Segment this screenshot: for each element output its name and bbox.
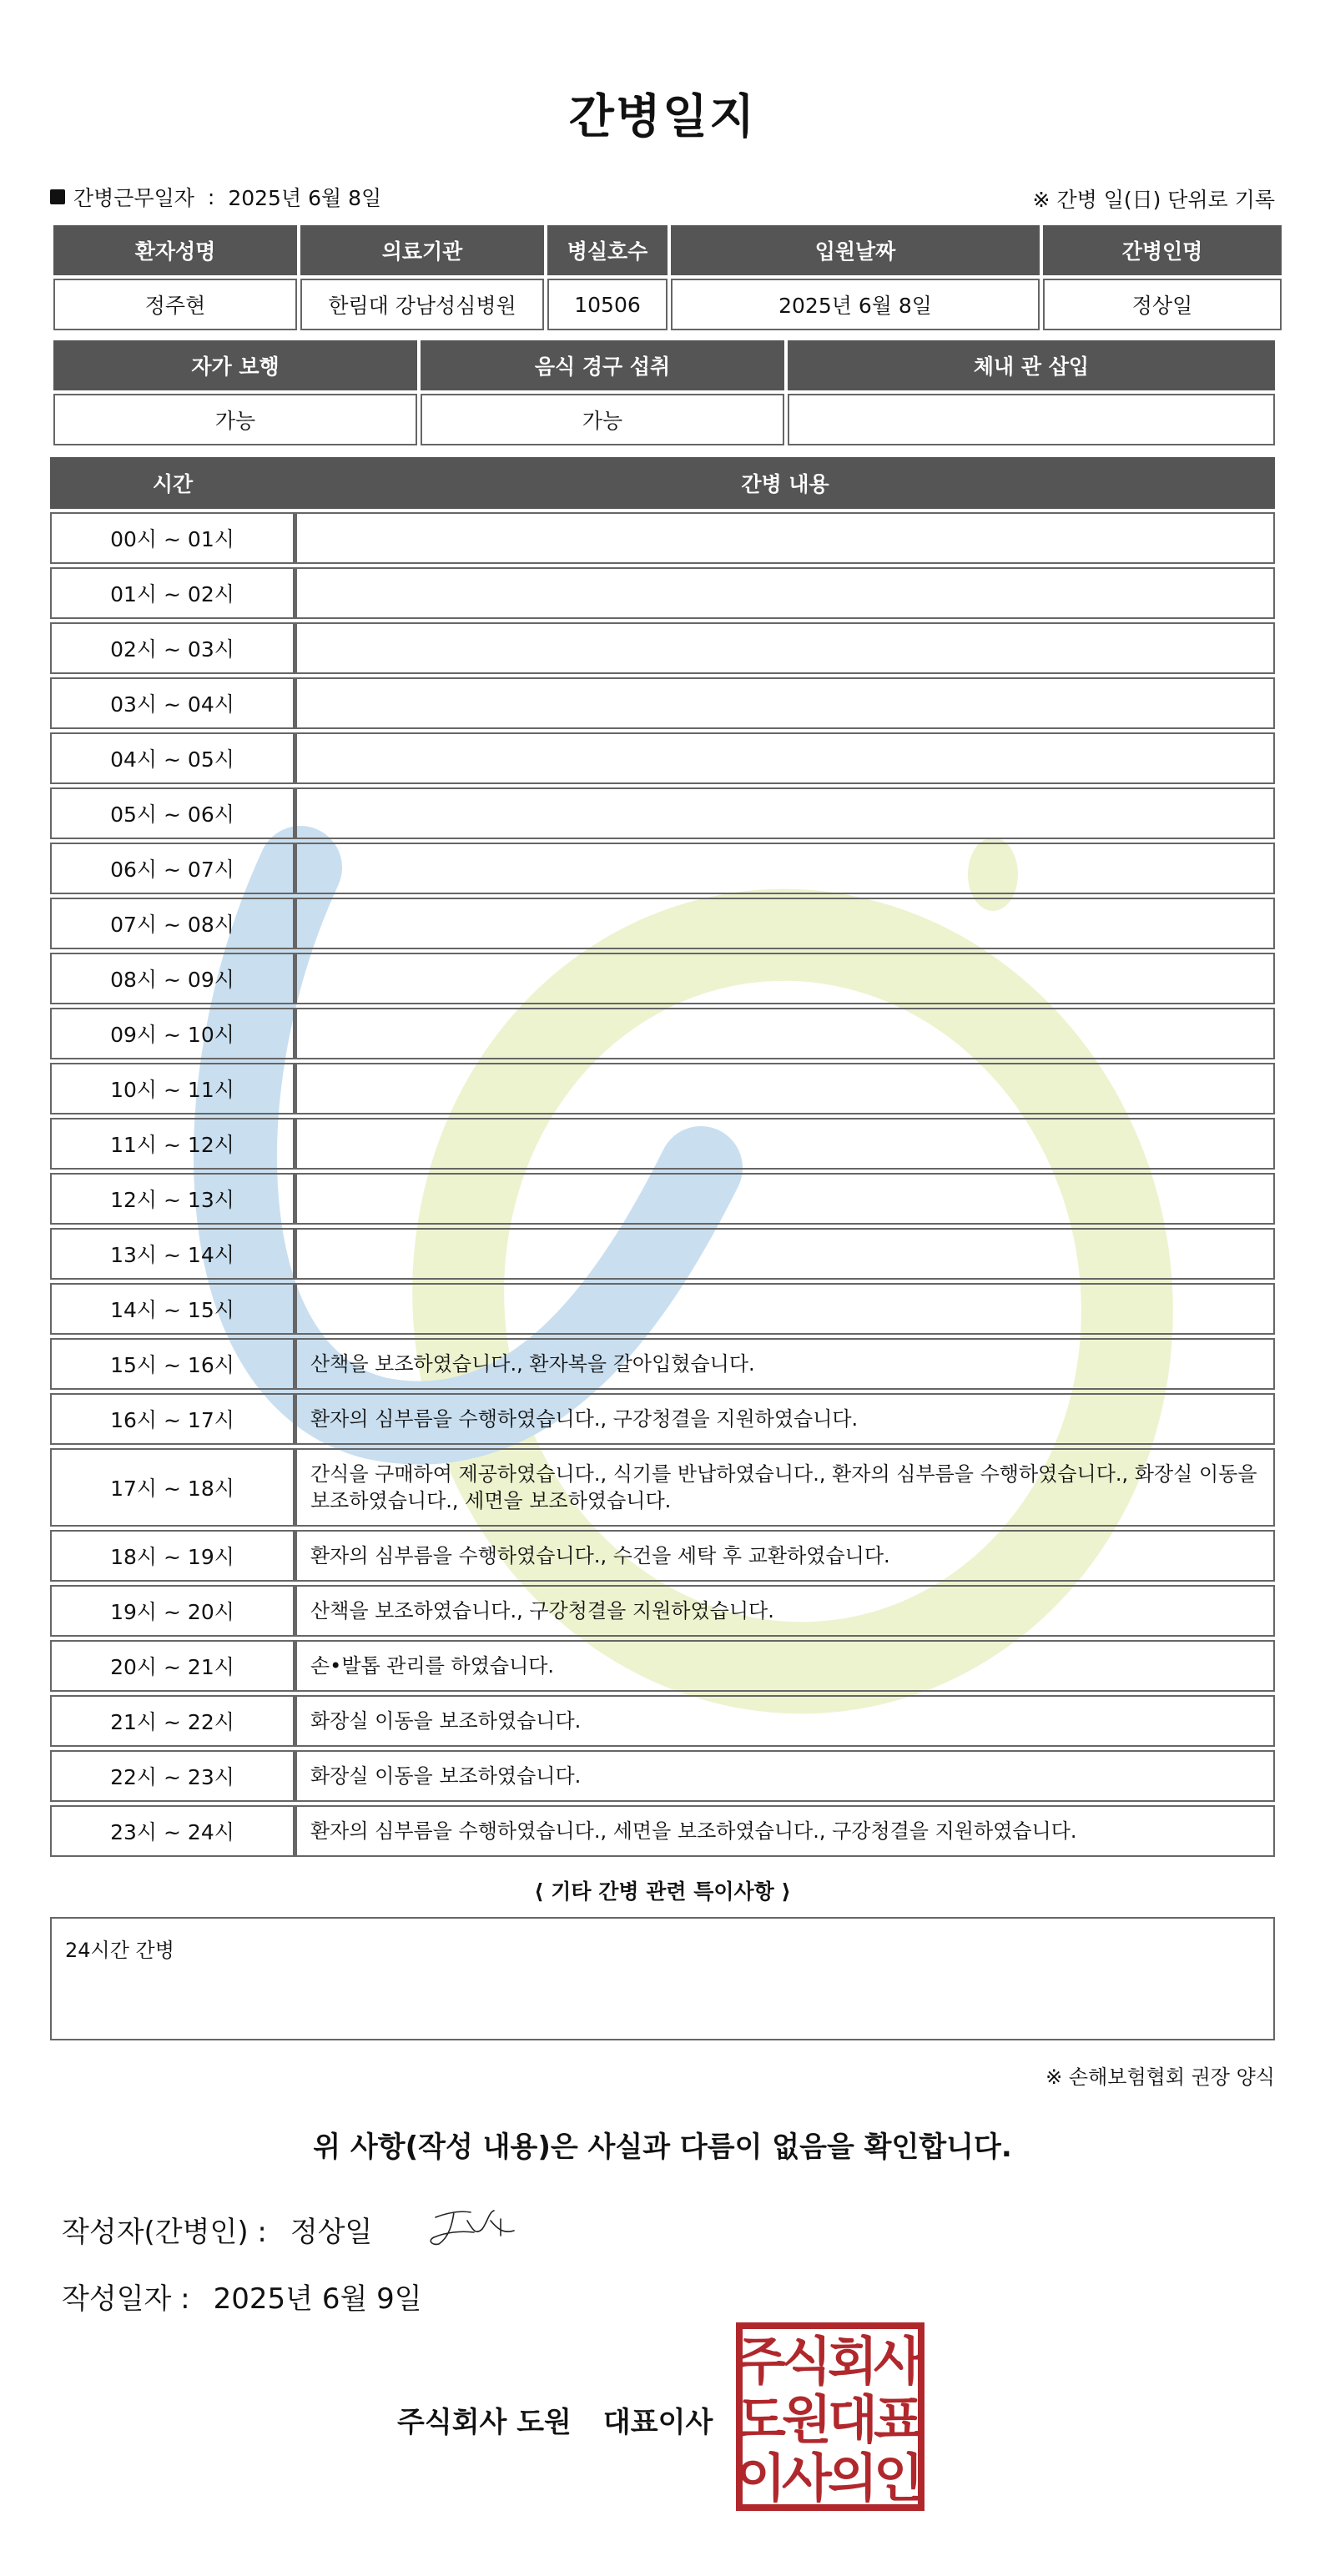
log-content <box>295 677 1275 729</box>
log-time: 03시 ~ 04시 <box>50 677 295 729</box>
tube-insertion-value <box>788 394 1275 445</box>
header-caregiver-name: 간병인명 <box>1043 225 1282 275</box>
log-time: 18시 ~ 19시 <box>50 1530 295 1582</box>
log-content <box>295 843 1275 894</box>
work-date-separator: : <box>207 184 215 209</box>
header-tube-insertion: 체내 관 삽입 <box>788 340 1275 390</box>
log-row <box>50 1338 1275 1390</box>
header-care-content: 간병 내용 <box>295 457 1275 509</box>
log-content <box>295 1228 1275 1280</box>
writer-name: 정상일 <box>290 2216 373 2249</box>
log-time: 22시 ~ 23시 <box>50 1750 295 1802</box>
log-content <box>295 622 1275 674</box>
log-time: 01시 ~ 02시 <box>50 567 295 619</box>
log-row <box>50 512 1275 564</box>
notes-text: 24시간 간병 <box>65 1939 174 1962</box>
care-log-table <box>50 454 1275 1860</box>
header-time: 시간 <box>50 457 295 509</box>
log-row <box>50 1805 1275 1857</box>
header-admission-date: 입원날짜 <box>671 225 1040 275</box>
log-row <box>50 953 1275 1004</box>
written-date-row <box>62 2276 422 2317</box>
log-content: 환자의 심부름을 수행하였습니다., 수건을 세탁 후 교환하였습니다. <box>295 1530 1275 1582</box>
header-room-number: 병실호수 <box>547 225 668 275</box>
log-time: 05시 ~ 06시 <box>50 787 295 839</box>
written-date-value: 2025년 6월 9일 <box>213 2282 422 2316</box>
seal-char: 회 <box>828 2331 878 2392</box>
writer-label: 작성자(간병인) : <box>62 2216 267 2249</box>
representative-title: 대표이사 <box>602 2406 713 2439</box>
log-time: 20시 ~ 21시 <box>50 1640 295 1692</box>
form-source-note: ※ 손해보험협회 권장 양식 <box>1045 2065 1275 2089</box>
log-content: 손•발톱 관리를 하였습니다. <box>295 1640 1275 1692</box>
log-content <box>295 512 1275 564</box>
log-content: 화장실 이동을 보조하였습니다. <box>295 1750 1275 1802</box>
log-row <box>50 787 1275 839</box>
company-seal <box>736 2322 924 2511</box>
log-time: 13시 ~ 14시 <box>50 1228 295 1280</box>
log-content: 환자의 심부름을 수행하였습니다., 세면을 보조하였습니다., 구강청결을 지원하였습니다. <box>295 1805 1275 1857</box>
header-self-walking: 자가 보행 <box>53 340 417 390</box>
notes-box <box>50 1917 1275 2040</box>
seal-char: 식 <box>782 2331 832 2392</box>
log-content <box>295 732 1275 784</box>
log-row <box>50 1393 1275 1445</box>
log-content <box>295 1063 1275 1114</box>
log-row <box>50 1585 1275 1637</box>
log-row <box>50 1008 1275 1059</box>
log-time: 16시 ~ 17시 <box>50 1393 295 1445</box>
log-time: 06시 ~ 07시 <box>50 843 295 894</box>
signature <box>424 2201 524 2251</box>
log-row <box>50 1640 1275 1692</box>
log-time: 09시 ~ 10시 <box>50 1008 295 1059</box>
log-row <box>50 1283 1275 1335</box>
seal-char: 주 <box>736 2331 786 2392</box>
log-row <box>50 1695 1275 1747</box>
log-time: 14시 ~ 15시 <box>50 1283 295 1335</box>
work-date-label: 간병근무일자 <box>73 186 194 210</box>
log-time: 08시 ~ 09시 <box>50 953 295 1004</box>
header-oral-intake: 음식 경구 섭취 <box>421 340 784 390</box>
log-content <box>295 1283 1275 1335</box>
log-time: 04시 ~ 05시 <box>50 732 295 784</box>
log-row <box>50 1750 1275 1802</box>
patient-info-table <box>50 222 1285 334</box>
log-row <box>50 567 1275 619</box>
log-time: 11시 ~ 12시 <box>50 1118 295 1170</box>
log-time: 17시 ~ 18시 <box>50 1448 295 1527</box>
log-time: 19시 ~ 20시 <box>50 1585 295 1637</box>
log-content: 산책을 보조하였습니다., 구강청결을 지원하였습니다. <box>295 1585 1275 1637</box>
seal-char: 도 <box>736 2389 786 2450</box>
log-content <box>295 1118 1275 1170</box>
seal-char: 대 <box>828 2389 878 2450</box>
seal-char: 사 <box>874 2331 924 2392</box>
log-content <box>295 898 1275 949</box>
log-content: 산책을 보조하였습니다., 환자복을 갈아입혔습니다. <box>295 1338 1275 1390</box>
patient-name-value: 정주현 <box>53 279 297 330</box>
log-content: 화장실 이동을 보조하였습니다. <box>295 1695 1275 1747</box>
caregiver-name-value: 정상일 <box>1043 279 1282 330</box>
log-time: 02시 ~ 03시 <box>50 622 295 674</box>
log-row <box>50 677 1275 729</box>
log-row <box>50 732 1275 784</box>
log-time: 15시 ~ 16시 <box>50 1338 295 1390</box>
log-content <box>295 1173 1275 1225</box>
hospital-value: 한림대 강남성심병원 <box>300 279 544 330</box>
work-date-value: 2025년 6월 8일 <box>228 186 382 210</box>
written-date-label: 작성일자 : <box>62 2282 190 2316</box>
seal-char: 표 <box>874 2389 924 2450</box>
log-content <box>295 787 1275 839</box>
self-walking-value: 가능 <box>53 394 417 445</box>
page-title: 간병일지 <box>568 90 757 144</box>
company-name: 주식회사 도원 <box>397 2406 572 2439</box>
admission-date-value: 2025년 6월 8일 <box>671 279 1040 330</box>
log-content: 환자의 심부름을 수행하였습니다., 구강청결을 지원하였습니다. <box>295 1393 1275 1445</box>
seal-char: 원 <box>782 2389 832 2450</box>
oral-intake-value: 가능 <box>421 394 784 445</box>
log-row <box>50 1173 1275 1225</box>
log-time: 12시 ~ 13시 <box>50 1173 295 1225</box>
log-row <box>50 1530 1275 1582</box>
log-time: 10시 ~ 11시 <box>50 1063 295 1114</box>
log-row <box>50 622 1275 674</box>
seal-char: 사 <box>782 2448 832 2508</box>
log-content <box>295 953 1275 1004</box>
room-number-value: 10506 <box>547 279 668 330</box>
log-row <box>50 898 1275 949</box>
log-row <box>50 1228 1275 1280</box>
seal-char: 의 <box>828 2448 878 2508</box>
log-row <box>50 1118 1275 1170</box>
log-content: 간식을 구매하여 제공하였습니다., 식기를 반납하였습니다., 환자의 심부름을 수행하였습니다., 화장실 이동을 보조하였습니다., 세면을 보조하였습니다. <box>295 1448 1275 1527</box>
confirmation-statement: 위 사항(작성 내용)은 사실과 다름이 없음을 확인합니다. <box>313 2131 1012 2164</box>
work-date-row <box>50 182 381 212</box>
log-time: 23시 ~ 24시 <box>50 1805 295 1857</box>
bullet-square-icon <box>50 189 65 204</box>
seal-char: 인 <box>874 2448 924 2508</box>
log-time: 21시 ~ 22시 <box>50 1695 295 1747</box>
log-row <box>50 843 1275 894</box>
header-patient-name: 환자성명 <box>53 225 297 275</box>
log-time: 07시 ~ 08시 <box>50 898 295 949</box>
patient-status-table <box>50 337 1278 449</box>
unit-note: ※ 간병 일(日) 단위로 기록 <box>1032 188 1275 212</box>
seal-char: 이 <box>736 2448 786 2508</box>
header-hospital: 의료기관 <box>300 225 544 275</box>
log-row <box>50 1063 1275 1114</box>
writer-row <box>62 2209 372 2250</box>
company-line <box>397 2399 713 2440</box>
log-content <box>295 567 1275 619</box>
notes-title: ⟨ 기타 간병 관련 특이사항 ⟩ <box>534 1879 791 1904</box>
log-time: 00시 ~ 01시 <box>50 512 295 564</box>
log-row <box>50 1448 1275 1527</box>
log-content <box>295 1008 1275 1059</box>
